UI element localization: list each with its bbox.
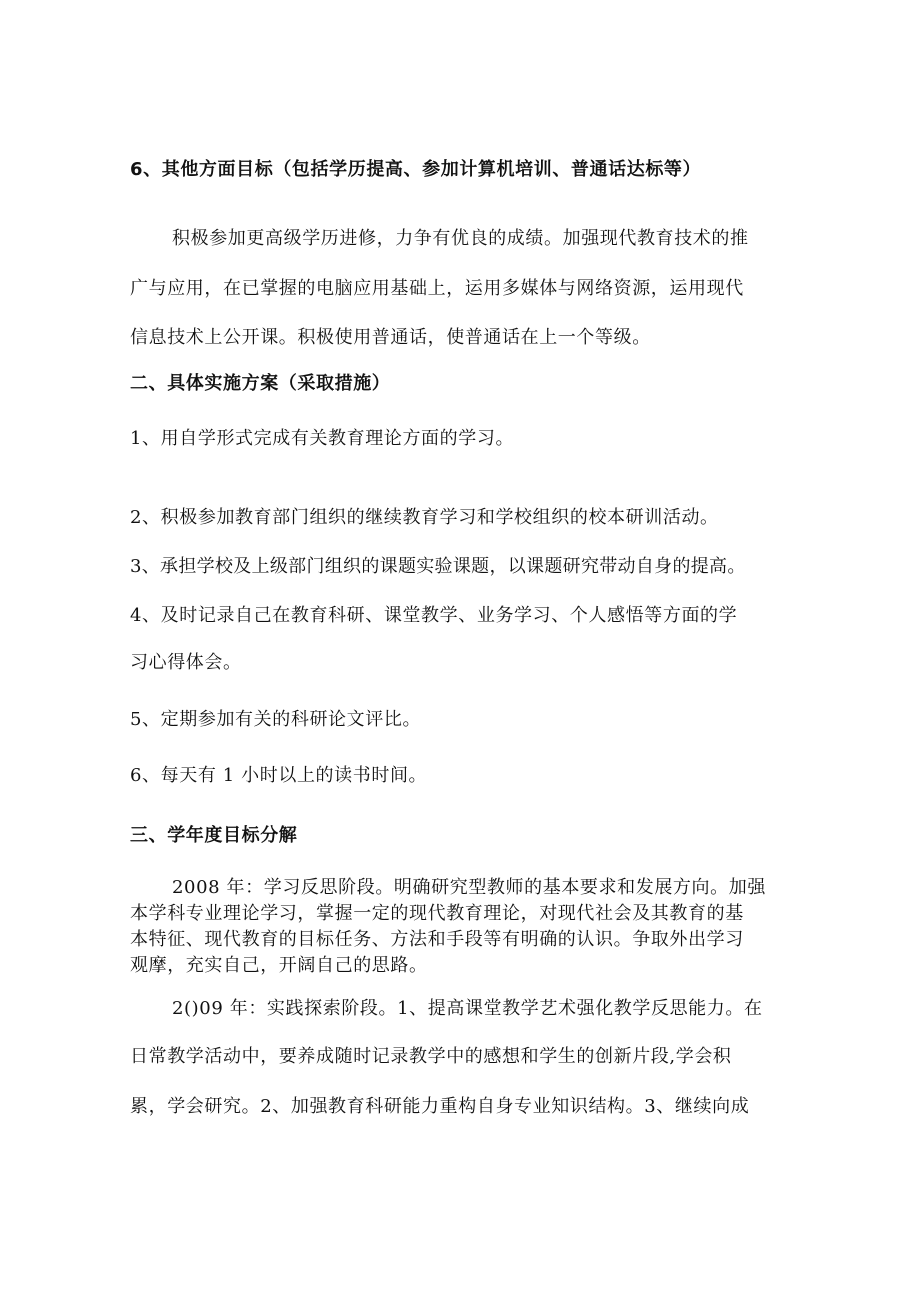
year-2008-line-1: 2008 年：学习反思阶段。明确研究型教师的基本要求和发展方向。加强 [172, 877, 766, 898]
section-6-body-line-2: 广与应用，在已掌握的电脑应用基础上，运用多媒体与网络资源，运用现代 [130, 278, 744, 299]
part-3-heading: 三、学年度目标分解 [130, 825, 298, 846]
part-2-item-4-line-2: 习心得体会。 [130, 652, 242, 673]
year-2009-line-1: 2()09 年：实践探索阶段。1、提高课堂教学艺术强化教学反思能力。在 [172, 998, 763, 1019]
part-2-item-1: 1、用自学形式完成有关教育理论方面的学习。 [130, 428, 515, 449]
section-6-heading: 6、其他方面目标（包括学历提高、参加计算机培训、普通话达标等） [130, 159, 702, 180]
part-2-item-6: 6、每天有 1 小时以上的读书时间。 [130, 765, 428, 786]
section-6-body-line-3: 信息技术上公开课。积极使用普通话，使普通话在上一个等级。 [130, 327, 651, 348]
part-2-heading: 二、具体实施方案（采取措施） [130, 373, 391, 394]
section-6-body-line-1: 积极参加更高级学历进修，力争有优良的成绩。加强现代教育技术的推 [172, 228, 749, 249]
year-2008-line-4: 观摩，充实自己，开阔自己的思路。 [130, 955, 428, 976]
part-2-item-4-line-1: 4、及时记录自己在教育科研、课堂教学、业务学习、个人感悟等方面的学 [130, 605, 738, 626]
year-2008-line-3: 本特征、现代教育的目标任务、方法和手段等有明确的认识。争取外出学习 [130, 929, 744, 950]
part-2-item-2: 2、积极参加教育部门组织的继续教育学习和学校组织的校本研训活动。 [130, 507, 719, 528]
year-2009-line-2: 日常教学活动中，要养成随时记录教学中的感想和学生的创新片段,学会积 [130, 1046, 732, 1067]
year-2008-line-2: 本学科专业理论学习，掌握一定的现代教育理论，对现代社会及其教育的基 [130, 903, 744, 924]
part-2-item-5: 5、定期参加有关的科研论文评比。 [130, 709, 422, 730]
part-2-item-3: 3、承担学校及上级部门组织的课题实验课题，以课题研究带动自身的提高。 [130, 556, 746, 577]
year-2009-line-3: 累，学会研究。2、加强教育科研能力重构自身专业知识结构。3、继续向成 [130, 1096, 750, 1117]
